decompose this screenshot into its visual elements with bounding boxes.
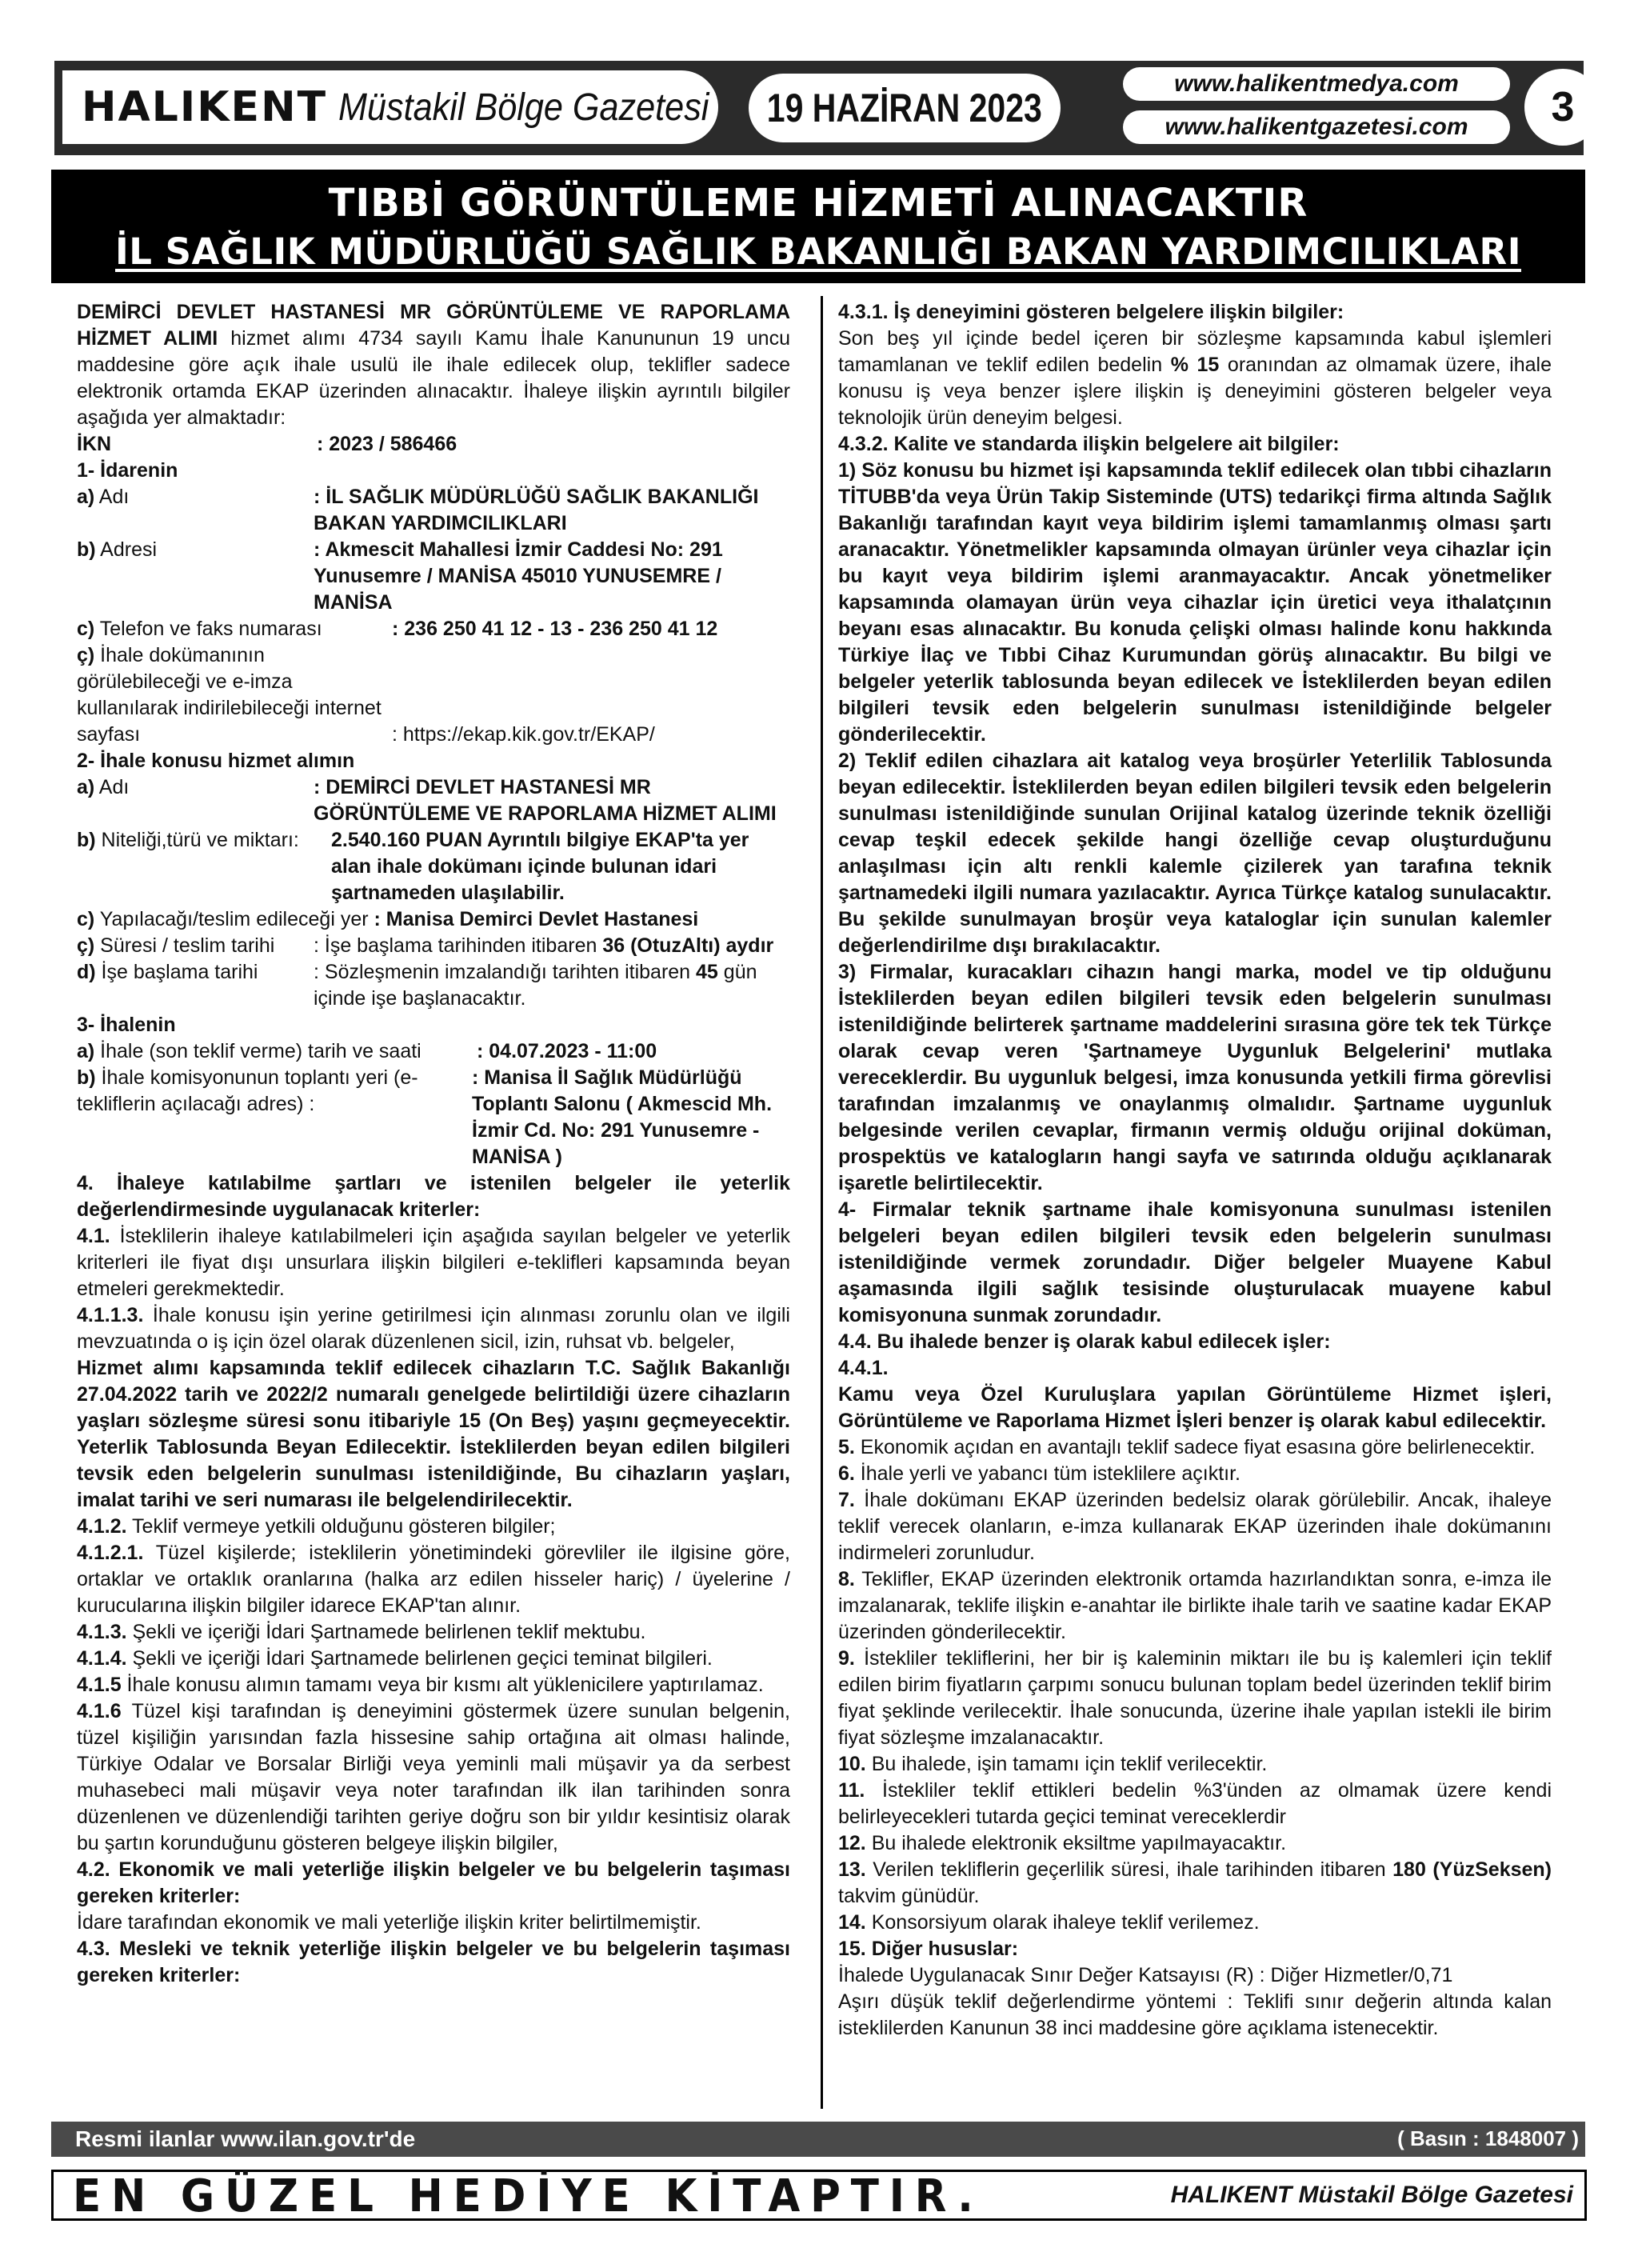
delivery-place-row: c) Yapılacağı/teslim edileceği yer : Manisa Demirci Devlet Hastanesi (77, 908, 699, 930)
paragraph-11: 11. İstekliler teklif ettikleri bedelin %3'ünden az olmamak üzere kendi belirleyecekleri tutarda geçici teminat vereceklerdir (838, 1779, 1552, 1828)
newspaper-subtitle: Müstakil Bölge Gazetesi (338, 86, 709, 129)
paragraph-15-text-1: İhalede Uygulanacak Sınır Değer Katsayısı (R) : Diğer Hizmetler/0,71 (838, 1964, 1453, 1986)
section-1-title: 1- İdarenin (77, 459, 178, 482)
paragraph-15-title: 15. Diğer hususlar: (838, 1938, 1019, 1960)
service-quantity-row: b) Niteliği,türü ve miktarı: 2.540.160 PUAN Ayrıntılı bilgiye EKAP'ta yer alan ihale dokümanı içinde bulunan idari şartnameden ulaşılabilir. (77, 829, 749, 904)
paragraph-10: 10. Bu ihalede, işin tamamı için teklif verilecektir. (838, 1753, 1268, 1775)
subheadline: İL SAĞLIK MÜDÜRLÜĞÜ SAĞLIK BAKANLIĞI BAKAN YARDIMCILIKLARI (115, 230, 1521, 273)
paragraph-4-3-2-1: 1) Söz konusu bu hizmet işi kapsamında teklif edilecek olan tıbbi cihazların TİTUBB'da veya Ürün Takip Sisteminde (UTS) tedarikçi firma altında Sağlık Bakanlığı tarafından kayıt veya bildirim işlemi tamamlanmış olması şartı aranacaktır. Yönetmelikler kapsamında olmayan ürünler veya cihazlar için bu kayıt veya bildirim işlemi aranmayacaktır. Ancak yönetmeliker kapsamında olamayan ürün veya cihazlar için üretici veya ithalatçının beyanı esas alınacaktır. Bu konuda çelişki olması halinde konu hakkında Türkiye İlaç ve Tıbbi Cihaz Kurumundan görüş alınacaktır. Bu bilgi ve belgeler yeterlik tablosunda beyan edilecek ve İsteklilerden beyan edilen bilgileri tevsik eden belgelerin sunulması istenildiğinde belgeler gönderilecektir. (838, 459, 1552, 746)
authority-address-row: b) Adresi : Akmescit Mahallesi İzmir Caddesi No: 291 Yunusemre / MANİSA 45010 YUNUSEMRE / MANİSA (77, 538, 723, 614)
newspaper-brand: HALIKENT (82, 83, 328, 131)
press-number: ( Basın : 1848007 ) (1397, 2126, 1579, 2150)
masthead (54, 61, 1584, 155)
paragraph-4-2-text: İdare tarafından ekonomik ve mali yeterliğe ilişkin kriter belirtilmemiştir. (77, 1911, 701, 1934)
paragraph-13: 13. Verilen tekliflerin geçerlilik süresi, ihale tarihinden itibaren 180 (YüzSeksen) takvim günüdür. (838, 1858, 1552, 1907)
section-2-title: 2- İhale konusu hizmet alımın (77, 750, 355, 772)
paragraph-4-4-1-text: Kamu veya Özel Kuruluşlara yapılan Görüntüleme Hizmet işleri, Görüntüleme ve Raporlama Hizmet İşleri benzer iş olarak kabul edilecektir. (838, 1383, 1552, 1432)
paragraph-4-4-1-num: 4.4.1. (838, 1357, 889, 1379)
paragraph-4-1-2-1: 4.1.2.1. Tüzel kişilerde; isteklilerin yönetimindeki görevliler ile ilgisine göre, ortaklar ve ortaklık oranlarına (halka arz edilen hisseler hariç) / üyelerine / kurucularına ilişkin bilgiler idarece EKAP'tan alınır. (77, 1542, 790, 1617)
paragraph-4-3-2-title: 4.3.2. Kalite ve standarda ilişkin belgelere ait bilgiler: (838, 433, 1340, 455)
paragraph-4-3-1-text: Son beş yıl içinde bedel içeren bir sözleşme kapsamında kabul işlemleri tamamlanan ve teklif edilen bedelin % 15 oranından az olmamak üzere, ihale konusu iş veya benzer işlere ilişkin iş deneyimini gösteren belgeler veya teknolojik ürün deneyim belgesi. (838, 327, 1552, 429)
paragraph-4-1: 4.1. İsteklilerin ihaleye katılabilmeleri için aşağıda sayılan belgeler ve yeterlik kriterleri ile fiyat dışı unsurlara ilişkin bilgileri e-teklifleri kapsamında beyan etmeleri gerekmektedir. (77, 1225, 790, 1300)
section-3-title: 3- İhalenin (77, 1014, 176, 1036)
paragraph-4-1-5: 4.1.5 İhale konusu alımın tamamı veya bir kısmı alt yüklenicilere yaptırılamaz. (77, 1674, 764, 1696)
paragraph-6: 6. İhale yerli ve yabancı tüm isteklilere açıktır. (838, 1462, 1241, 1485)
headline: TIBBİ GÖRÜNTÜLEME HİZMETİ ALINACAKTIR (328, 181, 1308, 226)
phone-fax-row: c) Telefon ve faks numarası : 236 250 41 12 - 13 - 236 250 41 12 (77, 618, 718, 640)
slogan: EN GÜZEL HEDİYE KİTAPTIR. (73, 2170, 984, 2222)
paragraph-4-4-title: 4.4. Bu ihalede benzer iş olarak kabul edilecek işler: (838, 1330, 1331, 1353)
paragraph-4-3-2-3: 3) Firmalar, kuracakları cihazın hangi marka, model ve tip olduğunu İsteklilerden beyan edilen bilgileri tevsik eden belgelerin sunulması istenildiğinde belirterek şartname maddelerini sırasına göre tek tek Türkçe olarak cevap veren 'Şartnameye Uygunluk Belgelerini' mutlaka vereceklerdir. Bu uygunluk belgesi, imza konusunda yetkili firma görevlisi tarafından imzalanmış ve onaylanmış olmalıdır. Şartname uygunluk belgesinde verilen cevaplar, firmanın vermiş olduğu orijinal doküman, prospektüs ve katalogların hangi sayfa ve satırında olduğu açıklanarak işaretle belirtilecektir. (838, 961, 1552, 1194)
slogan-bar (51, 2170, 1587, 2221)
website-link-1[interactable]: www.halikentmedya.com (1123, 67, 1510, 101)
paragraph-4-3-2-4: 4- Firmalar teknik şartname ihale komisyonuna sunulması istenilen belgeleri beyan edilen bilgileri tevsik eden belgelerin sunulması istenildiğinde vermek zorundadır. Diğer belgeler Muayene Kabul aşamasında ilgili sağlık tesisinde oluşturulacak muayene kabul komisyonuna sunmak zorundadır. (838, 1198, 1552, 1326)
paragraph-4-1-4: 4.1.4. Şekli ve içeriği İdari Şartnamede belirlenen geçici teminat bilgileri. (77, 1647, 713, 1670)
intro-paragraph: DEMİRCİ DEVLET HASTANESİ MR GÖRÜNTÜLEME VE RAPORLAMA HİZMET ALIMI hizmet alımı 4734 sayılı Kamu İhale Kanununun 19 uncu maddesine göre açık ihale usulü ile ihale edilecek olup, teklifler sadece elektronik ortamda EKAP üzerinden alınacaktır. İhaleye ilişkin ayrıntılı bilgiler aşağıda yer almaktadır: (77, 301, 790, 429)
tender-date-row: a) İhale (son teklif verme) tarih ve saati : 04.07.2023 - 11:00 (77, 1040, 657, 1062)
start-date-row: d) İşe başlama tarihi : Sözleşmenin imzalandığı tarihten itibaren 45 gün içinde işe başlanacaktır. (77, 961, 757, 1010)
duration-row: ç) Süresi / teslim tarihi : İşe başlama tarihinden itibaren 36 (OtuzAltı) aydır (77, 934, 774, 957)
commission-place-row: b) İhale komisyonunun toplantı yeri (e-tekliflerin açılacağı adres) : : Manisa İl Sağlık Müdürlüğü Toplantı Salonu ( Akmescid Mh. İzmir Cd. No: 291 Yunusemre - MANİSA ) (77, 1066, 773, 1168)
section-4-title: 4. İhaleye katılabilme şartları ve istenilen belgeler ile yeterlik değerlendirmesinde uygulanacak kriterler: (77, 1172, 790, 1221)
ekap-url-row: ç) İhale dokümanının görülebileceği ve e-imza kullanılarak indirilebileceği internet sayfası : https://ekap.kik.gov.tr/EKAP/ (77, 642, 790, 748)
paragraph-15-text-2: Aşırı düşük teklif değerlendirme yöntemi : Teklifi sınır değerin altında kalan isteklilerden Kanunun 38 inci maddesine göre açıklama istenecektir. (838, 1990, 1552, 2039)
issue-date: 19 HAZİRAN 2023 (749, 74, 1061, 142)
column-divider (821, 296, 823, 2109)
paragraph-4-1-1-3: 4.1.1.3. İhale konusu işin yerine getirilmesi için alınması zorunlu olan ve ilgili mevzuatında o iş için özel olarak düzenlenen sicil, izin, ruhsat vb. belgeler, (77, 1304, 790, 1353)
paragraph-4-3-1-title: 4.3.1. İş deneyimini gösteren belgelere ilişkin bilgiler: (838, 301, 1344, 323)
paragraph-8: 8. Teklifler, EKAP üzerinden elektronik ortamda hazırlandıktan sonra, e-imza ile imzalanarak, teklife ilişkin e-anahtar ile birlikte ihale tarih ve saatine kadar EKAP üzerinden gönderilecektir. (838, 1568, 1552, 1643)
right-column (838, 299, 1552, 2042)
device-age-paragraph: Hizmet alımı kapsamında teklif edilecek cihazların T.C. Sağlık Bakanlığı 27.04.2022 tarih ve 2022/2 numaralı genelgede belirtildiği üzere cihazların yaşları sözleşme süresi sonu itibariyle 15 (On Beş) yaşını geçmeyecektir. Yeterlik Tablosunda Beyan Edilecektir. İsteklilerden beyan edilen bilgileri tevsik eden belgelerin sunulması istenildiğinde, Bu cihazların yaşları, imalat tarihi ve seri numarası ile belgelendirilecektir. (77, 1357, 790, 1511)
footer-paper-name: HALIKENT Müstakil Bölge Gazetesi (1170, 2182, 1573, 2208)
paragraph-14: 14. Konsorsiyum olarak ihaleye teklif verilemez. (838, 1911, 1260, 1934)
ikn-row: İKN : 2023 / 586466 (77, 433, 457, 455)
paragraph-7: 7. İhale dokümanı EKAP üzerinden bedelsiz olarak görülebilir. Ancak, ihaleye teklif verecek olanların, e-imza kullanarak EKAP üzerinden ihale dokümanını indirmeleri zorunludur. (838, 1489, 1552, 1564)
paragraph-12: 12. Bu ihalede elektronik eksiltme yapılmayacaktır. (838, 1832, 1287, 1854)
paragraph-4-1-6: 4.1.6 Tüzel kişi tarafından iş deneyimini göstermek üzere sunulan belgenin, tüzel kişiliğin yarısından fazla hissesine sahip ortağına ait olması halinde, Türkiye Odalar ve Borsalar Birliği veya yeminli mali müşavir ya da serbest muhasebeci mali müşavir veya noter tarafından ilk ilan tarihinden sonra düzenlenen ve düzenlendiği tarihten geriye doğru son bir yıldır kesintisiz olarak bu şartın korunduğunu gösteren belgeye ilişkin bilgiler, (77, 1700, 790, 1854)
left-column (77, 299, 790, 1989)
masthead-brand-box (62, 70, 718, 144)
paragraph-4-3-title: 4.3. Mesleki ve teknik yeterliğe ilişkin belgeler ve bu belgelerin taşıması gereken kriterler: (77, 1938, 790, 1986)
service-name-row: a) Adı : DEMİRCİ DEVLET HASTANESİ MR GÖRÜNTÜLEME VE RAPORLAMA HİZMET ALIMI (77, 776, 777, 825)
paragraph-4-1-2: 4.1.2. Teklif vermeye yetkili olduğunu gösteren bilgiler; (77, 1515, 556, 1538)
paragraph-4-3-2-2: 2) Teklif edilen cihazlara ait katalog veya broşürler Yeterlilik Tablosunda beyan edilecektir. İsteklilerden beyan edilen bilgileri tevsik eden belgelerin sunulması istenildiğinde sunulan Orijinal katalog üzerinde teknik özelliği cevap teşkil edecek şekilde hangi özelliğe cevap oluşturduğunu anlaşılması için altı renkli kalemle çizilerek yan tarafına teknik şartnamedeki ilgili numara yazılacaktır. Ayrıca Türkçe katalog sunulacaktır. Bu şekilde sunulmayan broşür veya kataloglar için sunulan kalemler değerlendirilme dışı bırakılacaktır. (838, 750, 1552, 957)
paragraph-9: 9. İstekliler tekliflerini, her bir iş kaleminin miktarı ile bu iş kalemleri için teklif edilen birim fiyatların çarpımı sonucu bulunan toplam bedel üzerinden teklif birim fiyat şeklinde verilecektir. İhale sonucunda, üzerine ihale yapılan istekli ile birim fiyat sözleşme imzalanacaktır. (838, 1647, 1552, 1749)
paragraph-4-1-3: 4.1.3. Şekli ve içeriği İdari Şartnamede belirlenen teklif mektubu. (77, 1621, 646, 1643)
ekap-link[interactable]: : https://ekap.kik.gov.tr/EKAP/ (392, 723, 655, 746)
paragraph-4-2-title: 4.2. Ekonomik ve mali yeterliğe ilişkin belgeler ve bu belgelerin taşıması gereken kriterler: (77, 1858, 790, 1907)
official-notice-link[interactable]: Resmi ilanlar www.ilan.gov.tr'de (75, 2126, 416, 2151)
paragraph-5: 5. Ekonomik açıdan en avantajlı teklif sadece fiyat esasına göre belirlenecektir. (838, 1436, 1536, 1458)
website-link-2[interactable]: www.halikentgazetesi.com (1123, 110, 1510, 144)
authority-name-row: a) Adı : İL SAĞLIK MÜDÜRLÜĞÜ SAĞLIK BAKANLIĞI BAKAN YARDIMCILIKLARI (77, 486, 759, 534)
page-number: 3 (1524, 69, 1601, 146)
official-notice-strip (51, 2122, 1585, 2157)
headline-bar (51, 170, 1585, 283)
